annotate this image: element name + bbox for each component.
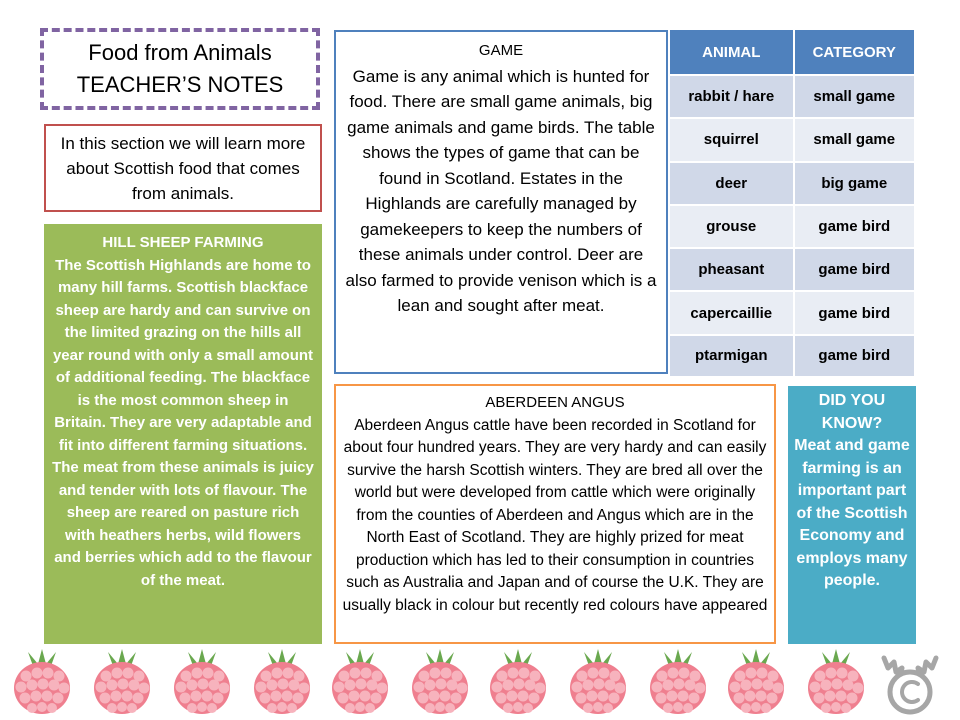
raspberry-icon — [254, 649, 310, 714]
raspberry-icon — [174, 649, 230, 714]
aberdeen-angus-box — [334, 384, 776, 644]
table-cell-category: small game — [794, 118, 915, 161]
game-heading: GAME — [478, 42, 524, 59]
game-table-box — [670, 30, 916, 376]
table-cell-animal: capercaillie — [670, 291, 794, 334]
raspberry-icon — [332, 649, 388, 714]
moose-copyright-logo-icon — [884, 658, 936, 712]
table-row — [670, 162, 915, 205]
table-header-row — [670, 30, 915, 75]
angus-heading: ABERDEEN ANGUS — [485, 394, 625, 411]
table-row — [670, 205, 915, 248]
game-box — [334, 30, 668, 374]
table-cell-category: small game — [794, 75, 915, 118]
table-cell-animal: squirrel — [670, 118, 794, 161]
table-cell-category: game bird — [794, 248, 915, 291]
game-text: Game is any animal which is hunted for food. There are small game animals, big game animals and game birds. The table shows the types of game that can be found in Scotland. Estates in the Highlands are carefully managed by gamekeepers to keep the numbers of these animals under control. Deer are also farmed to provide venison which is a lean and sought after meat. — [345, 66, 657, 315]
table-cell-animal: pheasant — [670, 248, 794, 291]
title-box — [40, 28, 320, 110]
table-row — [670, 248, 915, 291]
hill-sheep-text: The Scottish Highlands are home to many hill farms. Scottish blackface sheep are hardy and can survive on the limited grazing on the hills all year round with only a small amount of additional feeding. The blackface is the most common sheep in Britain. They are very adaptable and fit into different farming situations. The meat from these animals is juicy and tender with lots of flavour. The sheep are reared on pasture rich with heathers herbs, wild flowers and berries which add to the flavour of the meat. — [52, 256, 314, 589]
intro-box — [44, 124, 322, 212]
raspberry-icon — [412, 649, 468, 714]
hill-sheep-box — [44, 224, 322, 644]
page-title: Food from Animals — [88, 40, 272, 65]
did-you-know-heading: DID YOU KNOW? — [818, 392, 886, 432]
hill-sheep-heading: HILL SHEEP FARMING — [102, 234, 264, 251]
table-header-animal: ANIMAL — [670, 30, 794, 75]
game-table — [670, 30, 916, 376]
raspberry-icon — [490, 649, 546, 714]
raspberry-icon — [808, 649, 864, 714]
table-cell-animal: grouse — [670, 205, 794, 248]
raspberry-icon — [650, 649, 706, 714]
table-cell-category: game bird — [794, 291, 915, 334]
raspberry-border — [0, 646, 960, 720]
table-header-category: CATEGORY — [794, 30, 915, 75]
raspberry-icon — [570, 649, 626, 714]
table-cell-category: game bird — [794, 205, 915, 248]
table-cell-animal: deer — [670, 162, 794, 205]
angus-text: Aberdeen Angus cattle have been recorded in Scotland for about four hundred years. They are very hardy and can easily survive the harsh Scottish winters. They are bred all over the world but were developed from cattle which were originally from the counties of Aberdeen and Angus which are in the North East of Scotland. They are highly prized for meat production which has led to their consumption in countries such as Australia and Japan and of course the U.K. They are usually black in colour but recently red colours have appeared — [342, 416, 768, 614]
raspberry-icon — [94, 649, 150, 714]
table-row — [670, 335, 915, 376]
table-cell-animal: ptarmigan — [670, 335, 794, 376]
intro-text: In this section we will learn more about Scottish food that comes from animals. — [60, 133, 306, 203]
table-row — [670, 118, 915, 161]
did-you-know-text: Meat and game farming is an important part of the Scottish Economy and employs many people. — [794, 437, 910, 589]
page-subtitle: TEACHER’S NOTES — [76, 72, 284, 97]
table-row — [670, 75, 915, 118]
table-cell-animal: rabbit / hare — [670, 75, 794, 118]
table-cell-category: big game — [794, 162, 915, 205]
did-you-know-box — [788, 386, 916, 644]
table-row — [670, 291, 915, 334]
raspberry-icon — [14, 649, 70, 714]
table-cell-category: game bird — [794, 335, 915, 376]
raspberry-icon — [728, 649, 784, 714]
